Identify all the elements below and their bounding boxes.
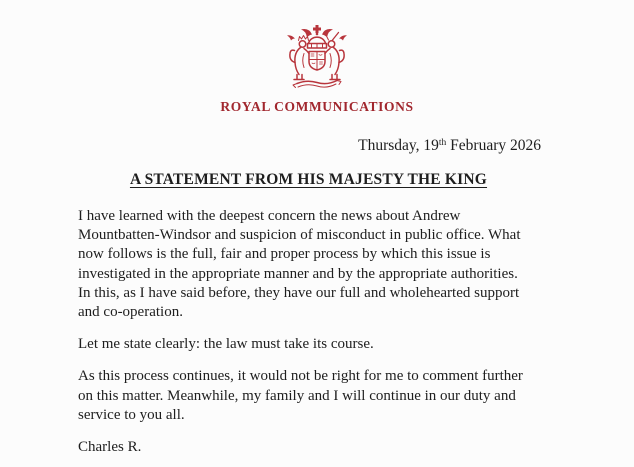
statement-headline: A STATEMENT FROM HIS MAJESTY THE KING xyxy=(129,171,488,188)
royal-coat-of-arms-icon xyxy=(269,23,365,94)
paragraph-3 xyxy=(78,367,574,425)
body-line: As this process continues, it would not be right for me to comment further xyxy=(78,368,523,385)
paragraph-2 xyxy=(78,335,574,354)
body-line: I have learned with the deepest concern the news about Andrew xyxy=(78,208,461,224)
dateline xyxy=(358,137,541,155)
date-ordinal-suffix: th xyxy=(438,138,447,148)
date-suffix: February 2026 xyxy=(446,137,541,154)
body-line: service to you all. xyxy=(78,406,185,423)
body-line: Mountbatten-Windsor and suspicion of misconduct in public office. What xyxy=(78,227,521,244)
body-line: on this matter. Meanwhile, my family and I will continue in our duty and xyxy=(78,387,516,404)
statement-body xyxy=(78,207,574,457)
body-line: In this, as I have said before, they have our full and wholehearted support xyxy=(78,284,520,301)
body-line: and co-operation. xyxy=(78,304,183,321)
body-line: now follows is the full, fair and proper process by which this issue is xyxy=(78,246,491,263)
paragraph-1 xyxy=(78,207,574,322)
date-prefix: Thursday, 19 xyxy=(358,137,439,154)
org-name: ROYAL COMMUNICATIONS xyxy=(220,99,414,114)
body-line: investigated in the appropriate manner and by the appropriate authorities. xyxy=(78,265,518,282)
signature: Charles R. xyxy=(78,439,142,456)
body-line: Let me state clearly: the law must take its course. xyxy=(78,336,374,353)
